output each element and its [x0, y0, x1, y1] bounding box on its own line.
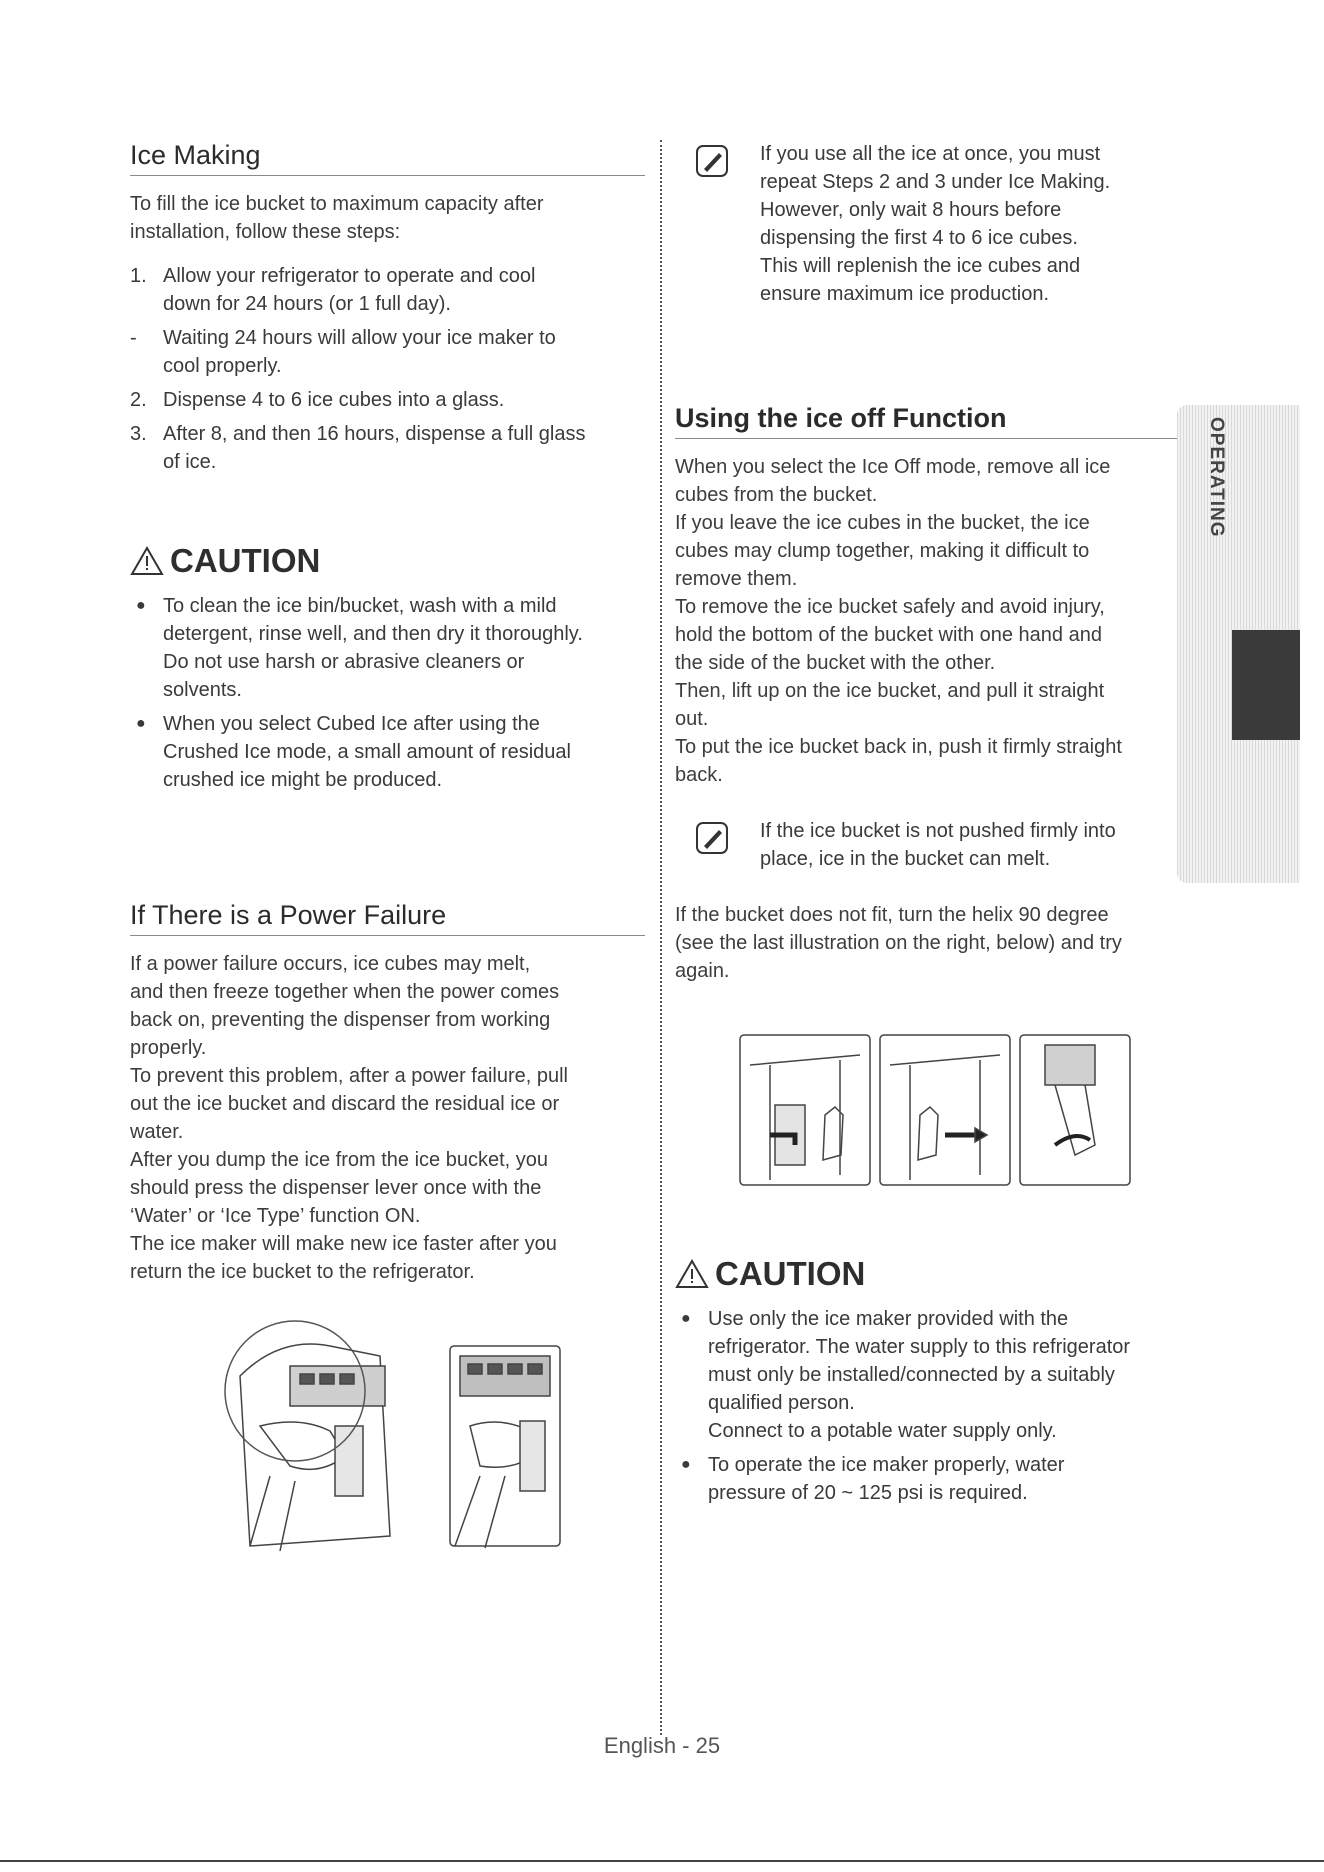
- note-line: place, ice in the bucket can melt.: [760, 848, 1051, 870]
- body-line: remove them.: [675, 568, 798, 590]
- step-item: [130, 386, 645, 414]
- body-line: water.: [130, 1121, 184, 1143]
- step-item: [130, 262, 645, 318]
- caution-bullet: [130, 592, 645, 704]
- note-line: repeat Steps 2 and 3 under Ice Making.: [760, 171, 1111, 193]
- bullet-line: refrigerator. The water supply to this refrigerator: [708, 1336, 1131, 1358]
- ice-bucket-illustration: [675, 1025, 1195, 1195]
- ice-making-intro: [130, 190, 645, 246]
- body-line: return the ice bucket to the refrigerator.: [130, 1261, 475, 1283]
- caution-label: CAUTION: [715, 1255, 866, 1292]
- side-tab-marker: [1232, 630, 1300, 740]
- step-line: of ice.: [163, 451, 217, 473]
- note-pencil-icon: [695, 821, 729, 855]
- caution-bullet: [675, 1305, 1195, 1445]
- helix-instructions: [675, 901, 1195, 985]
- body-line: hold the bottom of the bucket with one hand and: [675, 624, 1102, 646]
- warning-triangle-icon: [130, 546, 164, 576]
- power-failure-heading: If There is a Power Failure: [130, 900, 645, 936]
- step-number: 3.: [130, 423, 147, 445]
- bullet-line: qualified person.: [708, 1392, 855, 1414]
- bullet-line: When you select Cubed Ice after using the: [163, 713, 540, 735]
- body-line: the side of the bucket with the other.: [675, 652, 996, 674]
- bullet-dot-icon: ●: [136, 715, 146, 732]
- column-divider: [660, 140, 662, 1735]
- intro-line: installation, follow these steps:: [130, 221, 401, 243]
- step-number: 1.: [130, 265, 147, 287]
- bullet-line: pressure of 20 ~ 125 psi is required.: [708, 1482, 1028, 1504]
- body-line: If the bucket does not fit, turn the helix 90 degree: [675, 904, 1109, 926]
- caution-bullet: [675, 1451, 1195, 1507]
- body-line: back.: [675, 764, 723, 786]
- body-line: If you leave the ice cubes in the bucket, the ice: [675, 512, 1090, 534]
- note-block: [675, 817, 1195, 873]
- body-line: should press the dispenser lever once with the: [130, 1177, 542, 1199]
- note-line: ensure maximum ice production.: [760, 283, 1050, 305]
- body-line: properly.: [130, 1037, 207, 1059]
- body-line: If a power failure occurs, ice cubes may melt,: [130, 953, 531, 975]
- step-line: Dispense 4 to 6 ice cubes into a glass.: [163, 389, 505, 411]
- body-line: again.: [675, 960, 730, 982]
- step-item: [130, 324, 645, 380]
- note-line: dispensing the first 4 to 6 ice cubes.: [760, 227, 1078, 249]
- note-line: This will replenish the ice cubes and: [760, 255, 1081, 277]
- ice-making-steps: [130, 262, 645, 476]
- body-line: out.: [675, 708, 709, 730]
- intro-line: To fill the ice bucket to maximum capacity after: [130, 193, 544, 215]
- step-line: cool properly.: [163, 355, 282, 377]
- side-tab-label: OPERATING: [1206, 417, 1227, 538]
- bullet-line: solvents.: [163, 679, 242, 701]
- bullet-line: detergent, rinse well, and then dry it thoroughly.: [163, 623, 583, 645]
- step-line: Waiting 24 hours will allow your ice maker to: [163, 327, 556, 349]
- note-block: [675, 140, 1195, 308]
- body-line: back on, preventing the dispenser from working: [130, 1009, 551, 1031]
- body-line: Then, lift up on the ice bucket, and pull it straight: [675, 680, 1105, 702]
- note-line: If you use all the ice at once, you must: [760, 143, 1101, 165]
- step-number: 2.: [130, 389, 147, 411]
- bullet-dot-icon: ●: [681, 1310, 691, 1327]
- note-line: If the ice bucket is not pushed firmly into: [760, 820, 1116, 842]
- body-line: To prevent this problem, after a power failure, pull: [130, 1065, 568, 1087]
- bullet-line: Crushed Ice mode, a small amount of residual: [163, 741, 571, 763]
- warning-triangle-icon: [675, 1259, 709, 1289]
- dispenser-illustration: [130, 1316, 645, 1556]
- body-line: To remove the ice bucket safely and avoid injury,: [675, 596, 1105, 618]
- bullet-dot-icon: ●: [681, 1456, 691, 1473]
- note-pencil-icon: [695, 144, 729, 178]
- bullet-line: To clean the ice bin/bucket, wash with a mild: [163, 595, 557, 617]
- bullet-line: must only be installed/connected by a suitably: [708, 1364, 1115, 1386]
- step-item: [130, 420, 645, 476]
- page-footer: English - 25: [603, 1733, 721, 1758]
- body-line: cubes may clump together, making it difficult to: [675, 540, 1090, 562]
- bullet-line: Use only the ice maker provided with the: [708, 1308, 1069, 1330]
- bottom-rule: [0, 1860, 1324, 1862]
- bullet-line: Connect to a potable water supply only.: [708, 1420, 1057, 1442]
- left-column: [130, 140, 645, 1561]
- caution-heading: [130, 542, 645, 580]
- caution-bullet: [130, 710, 645, 794]
- note-line: However, only wait 8 hours before: [760, 199, 1062, 221]
- bullet-line: To operate the ice maker properly, water: [708, 1454, 1065, 1476]
- body-line: and then freeze together when the power comes: [130, 981, 560, 1003]
- body-line: The ice maker will make new ice faster after you: [130, 1233, 557, 1255]
- body-line: To put the ice bucket back in, push it firmly straight: [675, 736, 1122, 758]
- ice-off-heading: Using the ice off Function: [675, 403, 1195, 439]
- step-line: Allow your refrigerator to operate and cool: [163, 265, 536, 287]
- caution-label: CAUTION: [170, 542, 321, 579]
- section-side-tab: [1177, 405, 1300, 883]
- body-line: (see the last illustration on the right, below) and try: [675, 932, 1122, 954]
- caution-heading: [675, 1255, 1195, 1293]
- ice-making-heading: Ice Making: [130, 140, 645, 176]
- step-line: After 8, and then 16 hours, dispense a full glass: [163, 423, 586, 445]
- ice-off-body: [675, 453, 1195, 789]
- bullet-dot-icon: ●: [136, 597, 146, 614]
- bullet-line: Do not use harsh or abrasive cleaners or: [163, 651, 525, 673]
- step-number: -: [130, 327, 137, 349]
- step-line: down for 24 hours (or 1 full day).: [163, 293, 451, 315]
- body-line: out the ice bucket and discard the residual ice or: [130, 1093, 560, 1115]
- power-failure-body: [130, 950, 645, 1286]
- body-line: When you select the Ice Off mode, remove all ice: [675, 456, 1111, 478]
- right-column: [675, 140, 1195, 1513]
- body-line: ‘Water’ or ‘Ice Type’ function ON.: [130, 1205, 421, 1227]
- bullet-line: crushed ice might be produced.: [163, 769, 443, 791]
- body-line: After you dump the ice from the ice bucket, you: [130, 1149, 548, 1171]
- body-line: cubes from the bucket.: [675, 484, 878, 506]
